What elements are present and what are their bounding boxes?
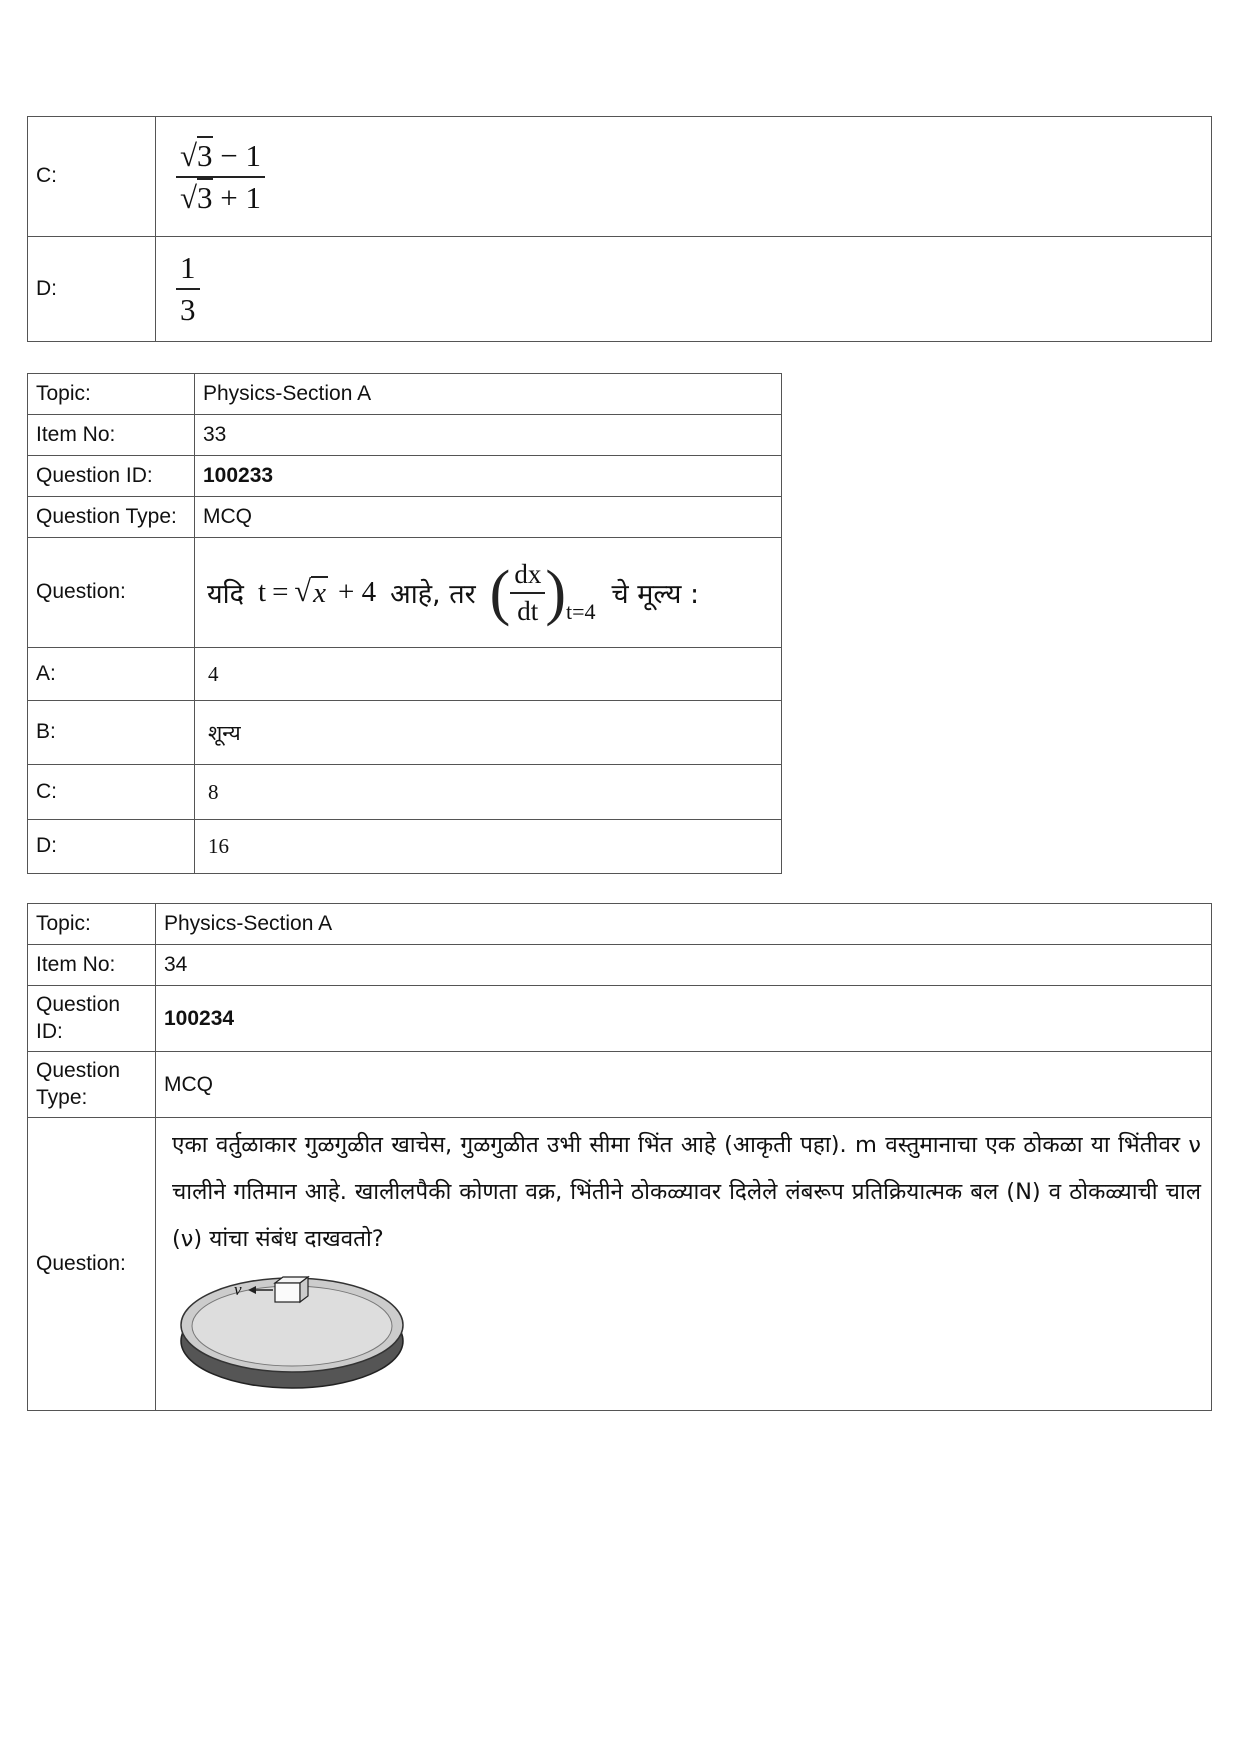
question-table-item-33 — [27, 373, 782, 874]
sqrt-radicand: 3 — [197, 179, 213, 215]
circular-groove-figure — [180, 1265, 420, 1395]
derivative-fraction — [510, 559, 545, 627]
question-type-value: MCQ — [156, 1052, 1212, 1118]
right-paren: ) — [545, 558, 566, 627]
option-label: C: — [28, 117, 156, 237]
sqrt-radicand: x — [313, 577, 327, 610]
numerator: 1 — [176, 250, 200, 290]
option-value — [156, 237, 1212, 342]
derivative-denominator: dt — [517, 595, 539, 626]
item-row — [28, 945, 1212, 986]
equals-sign: = — [272, 576, 289, 608]
item-label: Item No: — [28, 415, 195, 456]
question-suffix: चे मूल्य : — [611, 579, 700, 610]
numerator-op: − 1 — [220, 137, 261, 173]
question-label: Question: — [28, 538, 195, 648]
question-type-label: Question Type: — [28, 497, 195, 538]
block — [275, 1283, 300, 1302]
option-label: A: — [28, 648, 195, 701]
question-text: एका वर्तुळाकार गुळगुळीत खाचेस, गुळगुळीत उभी सीमा भिंत आहे (आकृती पहा). m वस्तुमानाचा एक ठोकळा या भिंतीवर ν चालीने गतिमान आहे. खालीलपैकी कोणता वक्र, भिंतीने ठोकळ्यावर दिलेले लंबरूप प्रतिक्रियात्मक बल (N) व ठोकळ्याची चाल (ν) यांचा संबंध दाखवतो? — [172, 1132, 1201, 1252]
option-row-d — [28, 237, 1212, 342]
fraction-expression — [176, 138, 265, 216]
sqrt-sign: √ — [180, 179, 198, 215]
option-row-a — [28, 648, 782, 701]
fraction-expression — [176, 250, 200, 328]
plus-four: + 4 — [338, 576, 377, 608]
question-prefix: यदि — [207, 579, 244, 610]
question-id-row — [28, 456, 782, 497]
topic-row — [28, 904, 1212, 945]
question-row — [28, 538, 782, 648]
item-row — [28, 415, 782, 456]
option-value: 16 — [195, 820, 782, 874]
option-value: 4 — [195, 648, 782, 701]
left-paren: ( — [489, 558, 511, 627]
option-value: शून्य — [195, 701, 782, 765]
option-value — [156, 117, 1212, 237]
option-label: D: — [28, 820, 195, 874]
question-id-value: 100233 — [195, 456, 782, 497]
question-id-label: Question ID: — [28, 456, 195, 497]
denominator: 3 — [180, 292, 196, 327]
option-row-b — [28, 701, 782, 765]
topic-value: Physics-Section A — [195, 374, 782, 415]
question-type-value: MCQ — [195, 497, 782, 538]
evaluation-subscript: t=4 — [565, 598, 596, 624]
option-row-c — [28, 765, 782, 820]
derivative-numerator: dx — [510, 559, 545, 594]
question-label: Question: — [28, 1118, 156, 1411]
option-label: C: — [28, 765, 195, 820]
item-value: 33 — [195, 415, 782, 456]
question-content — [195, 538, 782, 648]
sqrt-sign: √ — [180, 137, 198, 173]
question-id-row — [28, 986, 1212, 1052]
denominator-op: + 1 — [220, 179, 261, 215]
question-type-label: Question Type: — [28, 1052, 156, 1118]
item-value: 34 — [156, 945, 1212, 986]
variable-t: t — [258, 576, 267, 608]
options-table-previous — [27, 116, 1212, 342]
topic-label: Topic: — [28, 374, 195, 415]
option-row-c — [28, 117, 1212, 237]
question-connector: आहे, तर — [390, 579, 476, 610]
sqrt-radicand: 3 — [197, 137, 213, 173]
topic-value: Physics-Section A — [156, 904, 1212, 945]
option-label: D: — [28, 237, 156, 342]
item-label: Item No: — [28, 945, 156, 986]
sqrt-x: √ x — [294, 574, 327, 610]
question-table-item-34 — [27, 903, 1212, 1411]
option-label: B: — [28, 701, 195, 765]
topic-label: Topic: — [28, 904, 156, 945]
velocity-label: ν — [234, 1280, 242, 1299]
option-value: 8 — [195, 765, 782, 820]
question-content — [156, 1118, 1212, 1411]
question-id-value: 100234 — [156, 986, 1212, 1052]
topic-row — [28, 374, 782, 415]
question-type-row — [28, 1052, 1212, 1118]
question-equation — [207, 559, 773, 627]
question-row — [28, 1118, 1212, 1411]
question-type-row — [28, 497, 782, 538]
option-row-d — [28, 820, 782, 874]
question-id-label: Question ID: — [28, 986, 156, 1052]
